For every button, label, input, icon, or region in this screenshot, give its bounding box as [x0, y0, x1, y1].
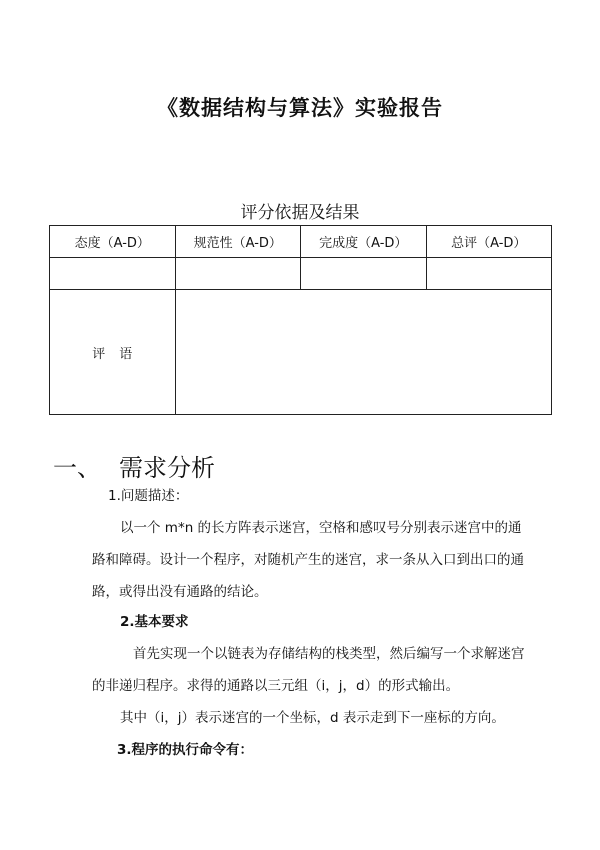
header-overall: 总评（A-D）: [426, 226, 552, 258]
score-completion-cell: [301, 258, 427, 290]
section-title: 需求分析: [119, 454, 215, 482]
score-overall-cell: [426, 258, 552, 290]
grading-header-row: [50, 226, 552, 258]
grading-table: [49, 225, 552, 415]
grading-caption: 评分依据及结果: [240, 203, 360, 223]
section-number: 一、: [53, 454, 101, 482]
score-standard-cell: [175, 258, 301, 290]
report-title: 《数据结构与算法》实验报告: [157, 96, 443, 120]
grading-score-row: [50, 258, 552, 290]
item1-heading: 1.问题描述：: [108, 488, 189, 504]
header-completion: 完成度（A-D）: [301, 226, 427, 258]
header-standard: 规范性（A-D）: [175, 226, 301, 258]
item2-heading: 2.基本要求: [120, 614, 189, 630]
item1-line1: 以一个 m*n 的长方阵表示迷宫，空格和感叹号分别表示迷宫中的通: [120, 520, 522, 536]
item1-line2: 路和障碍。设计一个程序，对随机产生的迷宫，求一条从入口到出口的通: [92, 552, 524, 568]
score-attitude-cell: [50, 258, 176, 290]
item2-line2: 的非递归程序。求得的通路以三元组（i，j，d）的形式输出。: [92, 678, 460, 694]
item2-line1: 首先实现一个以链表为存储结构的栈类型，然后编写一个求解迷宫: [133, 646, 525, 662]
header-attitude: 态度（A-D）: [50, 226, 176, 258]
grading-comment-row: [50, 290, 552, 415]
item3-heading: 3.程序的执行命令有：: [117, 742, 254, 758]
comment-cell: [175, 290, 552, 415]
comment-label: 评语: [50, 290, 176, 415]
item1-line3: 路，或得出没有通路的结论。: [92, 584, 268, 600]
item2-line3: 其中（i，j）表示迷宫的一个坐标，d 表示走到下一座标的方向。: [120, 710, 505, 726]
section-heading: [53, 448, 215, 483]
